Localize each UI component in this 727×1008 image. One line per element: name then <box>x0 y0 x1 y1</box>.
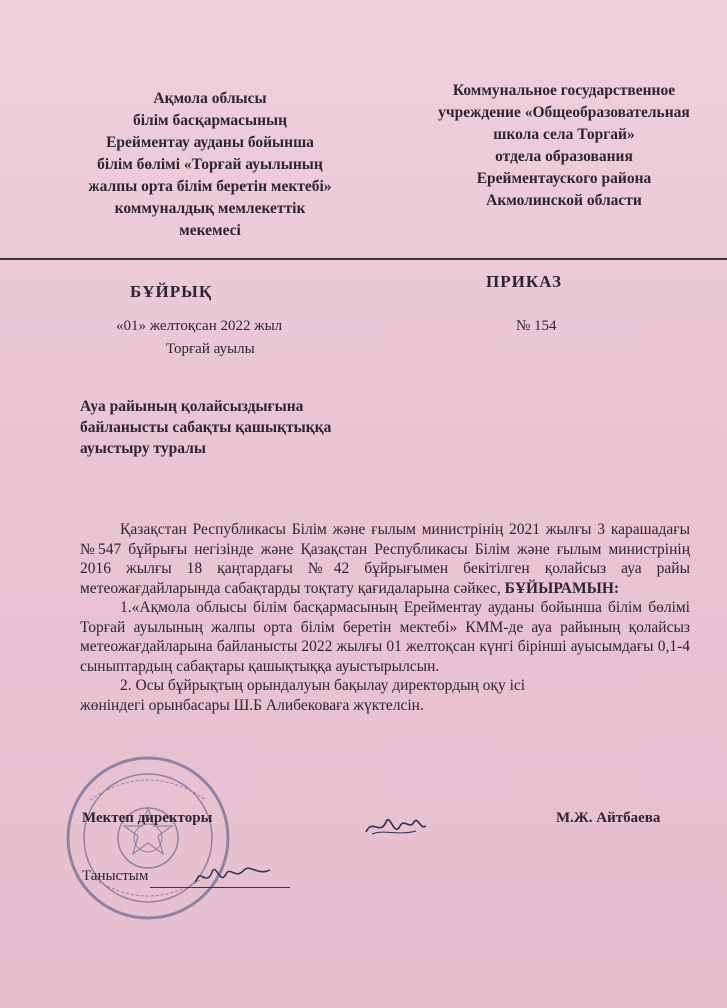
header-left-line: білім бөлімі «Торғай ауылының <box>97 156 323 173</box>
header-left-line: коммуналдық мемлекеттік <box>114 200 306 217</box>
title-kz: БҰЙРЫҚ <box>130 282 213 301</box>
acquainted-signature-line <box>150 887 290 888</box>
header-left-line: жалпы орта білім беретін мектебі» <box>88 178 332 195</box>
header-right-line: Коммунальное государственное <box>452 82 676 99</box>
body-item-2-line2: жөніндегі орынбасары Ш.Б Алибековаға жүктелсін. <box>80 696 424 714</box>
order-village: Торғай ауылы <box>166 341 255 357</box>
header-left-line: Ерейментау ауданы бойынша <box>106 134 314 151</box>
director-signature-flourish-icon <box>372 831 416 834</box>
header-right-line: учреждение «Общеобразовательная <box>438 104 690 121</box>
body-decree: БҰЙЫРАМЫН: <box>504 579 620 597</box>
subject-line: ауыстыру туралы <box>80 440 206 457</box>
header-left-line: мекемесі <box>179 222 241 239</box>
title-ru: ПРИКАЗ <box>486 272 562 291</box>
body-intro: Қазақстан Республикасы Білім және ғылым министрінің 2021 жылғы 3 карашадағы №547 бұйрығы негізінде және Қазақстан Республикасы Білім және ғылым министрінің 2016 жылғы 18 қаңтардағы №42 бұйрығымен бекітілген қолайсыз ауа райы метеожағдайларында сабақтарды тоқтату қағидаларына сәйкес, <box>80 521 690 597</box>
order-number: № 154 <box>516 318 557 334</box>
signature-name: М.Ж. Айтбаева <box>556 810 661 826</box>
header-right-line: отдела образования <box>495 148 633 165</box>
subject-line: Ауа райының қолайсыздығына <box>80 398 304 415</box>
header-left-line: білім басқармасының <box>132 112 288 129</box>
order-date: «01» желтоқсан 2022 жыл <box>116 318 283 334</box>
acquaintance-signature-icon <box>196 868 270 882</box>
body-item-1: 1.«Ақмола облысы білім басқармасының Ерейментау ауданы бойынша білім бөлімі Торғай ауылының жалпы орта білім беретін мектебі» КММ-де ауа райының қолайсыз метеожағдайларына байланысты 2022 жылғы 01 желтоқсан күнгі бірінші ауысымдағы 0,1-4 сыныптардың сабақтары қашықтыққа ауыстырылсын. <box>80 599 690 675</box>
header-right-line: Акмолинской области <box>486 192 642 209</box>
header-right-line: Ерейментауского района <box>476 170 652 187</box>
acquainted-label: Таныстым <box>82 868 149 884</box>
body-item-2-line1: 2. Осы бұйрықтың орындалуын бақылау директордың оқу ісі <box>120 677 526 694</box>
header-right-line: школа села Торгай» <box>493 126 635 143</box>
signature-role: Мектеп директоры <box>82 810 213 826</box>
header-left-line: Ақмола облысы <box>153 90 267 107</box>
subject-line: байланысты сабақты қашықтыққа <box>80 419 332 436</box>
director-signature-icon <box>366 820 426 832</box>
official-seal-icon <box>68 758 228 918</box>
